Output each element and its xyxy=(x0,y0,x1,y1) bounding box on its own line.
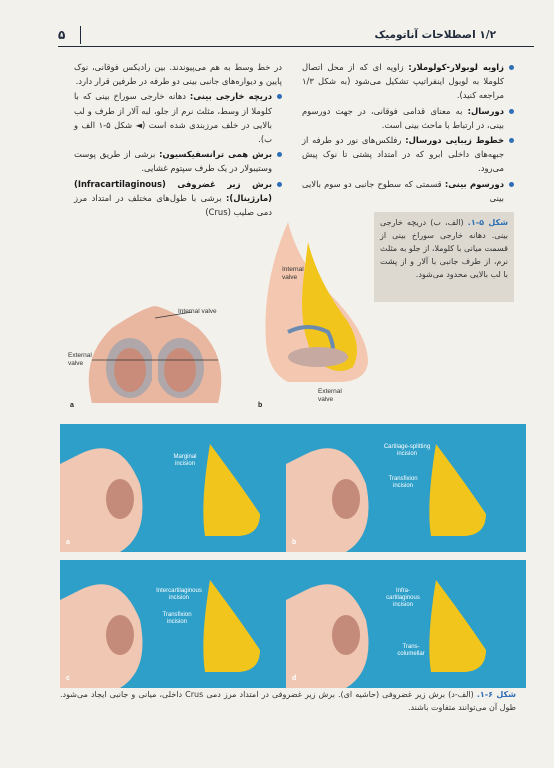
internal-valve-label-a: Internal valve xyxy=(178,308,217,315)
definition-term: برش زیر غضروفی (Infracartilaginous) (مارژینال): xyxy=(74,178,272,203)
incision-panel-c xyxy=(60,560,300,688)
chapter-title: ۱/۲ اصطلاحات آناتومیک xyxy=(374,29,496,41)
panel-letter: a xyxy=(66,539,70,546)
definition-term: دورسوم بینی: xyxy=(444,178,505,189)
figure-letter-b: b xyxy=(258,402,263,409)
caption-label: شکل ۶-۱. xyxy=(476,690,516,699)
caption-label: شکل ۵-۱. xyxy=(467,218,508,227)
figure-caption-6 xyxy=(60,688,516,714)
page-header xyxy=(58,26,534,46)
incision-panel-a xyxy=(60,424,300,552)
definition-text: برشی از طریق پوست وستیبولار در یک طرف سپتوم غشایی. xyxy=(74,149,272,174)
panel-letter: b xyxy=(292,539,297,546)
caption-text: (الف-د) برش زیر غضروفی (حاشیه ای). برش زیر غضروفی در امتداد مرز دمی Crus داخلی، میانی و جانبی ایجاد می‌شود. طول آن می‌توانند متفاوت باشند. xyxy=(60,690,516,712)
incision-label: Transfixion incision xyxy=(162,612,192,625)
header-divider xyxy=(80,26,81,44)
definition-text: زاویه ای که از محل اتصال کلوملا به لوبول اینفراتیپ تشکیل می‌شود (به شکل ۱/۳ مراجعه کنید). xyxy=(302,62,504,101)
nose-profile-illustration xyxy=(258,222,378,392)
definition-text: به معنای قدامی فوقانی، در جهت دورسوم بینی، در ارتباط با ماحث بینی است. xyxy=(302,105,504,130)
definition-item xyxy=(302,104,514,132)
continued-text: در خط وسط به هم می‌پیوندند. بین رادیکس فوقانی، نوک پایین و دیواره‌های جانبی بینی دو طرفه در طرفین قرار دارد. xyxy=(74,62,282,87)
panel-letter: c xyxy=(66,675,70,682)
figure-letter-a: a xyxy=(70,402,74,409)
incision-label: Transfixion incision xyxy=(388,476,418,489)
definition-term: زاویه لوبولار-کولوملار: xyxy=(408,62,505,72)
definition-text: رفلکس‌های نور دو طرفه از جبهه‌های داخلی ابرو که در امتداد پشتی تا نوک پیش می‌رود. xyxy=(302,135,504,174)
external-valve-label-b: External valve xyxy=(318,388,342,403)
definition-item xyxy=(74,147,282,175)
left-column xyxy=(74,60,282,220)
panel-letter: d xyxy=(292,675,297,682)
definition-term: دریچه خارجی بینی: xyxy=(189,91,272,102)
internal-valve-label-b: Internal valve xyxy=(282,266,304,281)
incision-panel-b xyxy=(286,424,526,552)
header-rule xyxy=(58,46,534,47)
definition-term: دورسال: xyxy=(467,105,504,116)
incision-label: Intercartilaginous incision xyxy=(156,588,202,601)
definition-text: قسمتی که سطوح جانبی دو سوم بالایی بینی xyxy=(302,178,504,203)
incision-label: Cartilage-splitting incision xyxy=(383,444,431,457)
caption-text: (الف، ب) دریچه خارجی بینی. دهانه خارجی سوراخ بینی از قسمت میانی با کلوملا، از جلو به مثلث نرم، از طرف جانبی با آلار و از پشت با لب بالایی محدود می‌شود. xyxy=(380,218,508,279)
definition-item xyxy=(302,177,514,205)
definition-term: خطوط زیبایی دورسال: xyxy=(405,135,504,146)
page-number: ۵ xyxy=(58,28,66,42)
definition-item xyxy=(74,177,282,220)
figure-caption-5 xyxy=(374,212,514,302)
panel-illustration xyxy=(286,560,526,688)
incision-label: Trans- columellar xyxy=(397,644,425,657)
definition-text: دهانه خارجی سوراخ بینی که با کلوملا از وسط، مثلث نرم از جلو، لبه آلار از طرف و لب بالایی در خلف مرزبندی شده است (◄ شکل ۵-۱ الف و ب). xyxy=(74,91,272,145)
definition-item xyxy=(302,60,514,103)
definition-text: برشی با طول‌های مختلف در امتداد مرز دمی صلیب (Crus) xyxy=(74,192,272,218)
panel-illustration xyxy=(60,424,300,552)
incision-panel-d xyxy=(286,560,526,688)
right-column xyxy=(302,60,514,206)
definition-item xyxy=(74,89,282,146)
definition-term: برش همی ترانسفیکسیون: xyxy=(159,149,272,160)
external-valve-label-a: External valve xyxy=(68,352,92,367)
incision-label: Marginal incision xyxy=(173,454,197,467)
incision-label: Infra- cartilaginous incision xyxy=(386,588,420,608)
definition-item xyxy=(302,133,514,176)
